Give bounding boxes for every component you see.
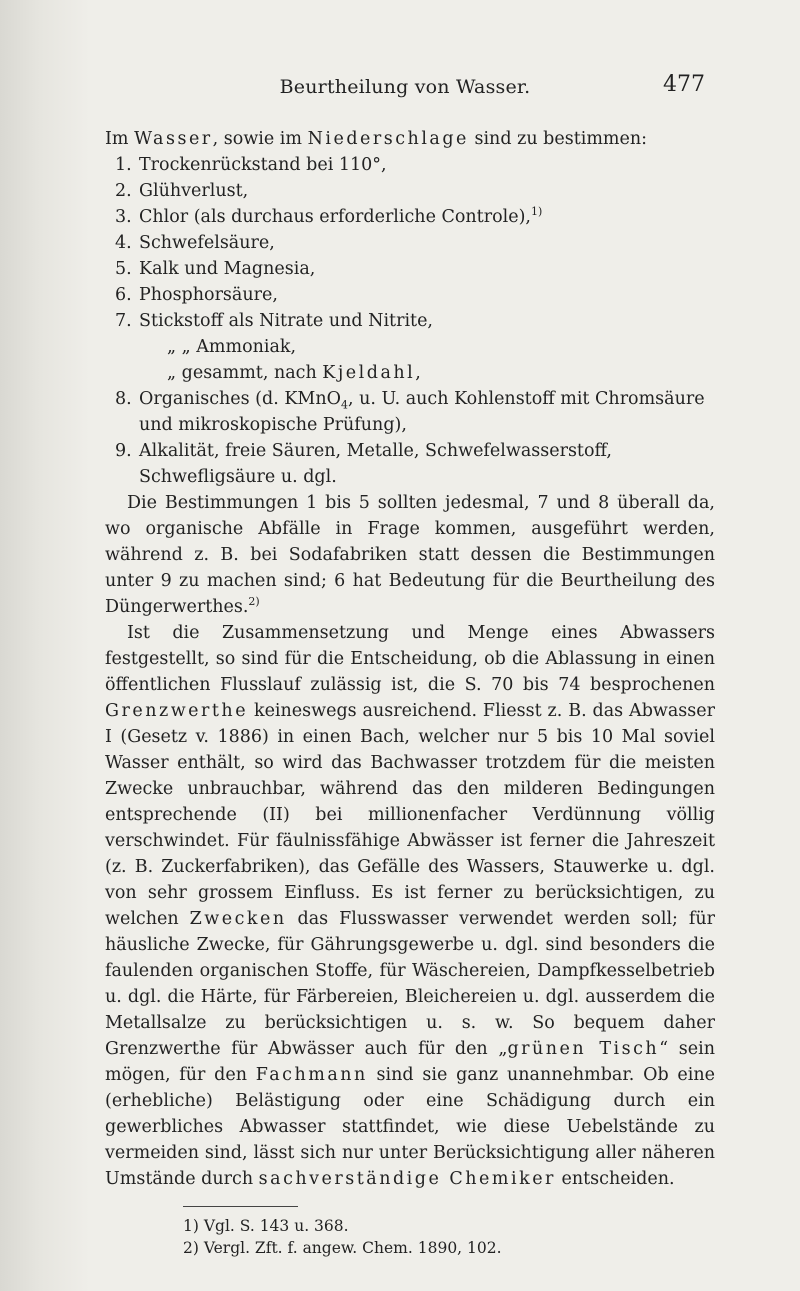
list-item [115, 204, 715, 230]
intro-text: , sowie im [212, 129, 308, 149]
footnote-divider [183, 1206, 298, 1207]
emphasis-zwecken: Zwecken [189, 909, 287, 929]
item-text: Chlor (als durchaus erforderliche Controle), [139, 207, 531, 227]
running-title: Beurtheilung von Wasser. [279, 76, 531, 98]
item-number: 6. [115, 285, 132, 305]
emphasis-chemiker: sachverständige Chemiker [258, 1169, 556, 1189]
item-text: Stickstoff als Nitrate und Nitrite, [139, 311, 433, 331]
footnote [183, 1237, 715, 1259]
footnote-text: Vergl. Zft. f. angew. Chem. 1890, 102. [198, 1239, 502, 1257]
subitem-text: „ gesammt, nach [167, 363, 323, 383]
footnote-ref: 2) [248, 595, 260, 609]
author-name: Kjeldahl [322, 363, 416, 383]
item-text: Phosphorsäure, [139, 285, 278, 305]
item-text: Organisches (d. KMnO [139, 389, 341, 409]
formula-subscript: 4 [340, 398, 348, 412]
footnote-mark: 2) [183, 1239, 199, 1257]
emphasis-grenzwerthe: Grenzwerthe [105, 701, 249, 721]
item-text: Kalk und Magnesia, [139, 259, 316, 279]
intro-emphasis-niederschlage: Niederschlage [307, 129, 469, 149]
list-subitem [115, 360, 715, 386]
list-item [115, 308, 715, 334]
list-subitem [115, 334, 715, 360]
footnote-text: Vgl. S. 143 u. 368. [198, 1217, 349, 1235]
intro-emphasis-wasser: Wasser [134, 129, 213, 149]
paragraph-text: sind sie ganz unannehmbar. Ob eine (erhebliche) Belästigung oder eine Schädigung durch ein gewerbliches Abwasser stattfindet, wie diese Uebelstände zu vermeiden sind, lässt sich nur unter Berücksichtigung aller näheren Umstände durch [105, 1065, 716, 1189]
item-number: 4. [115, 233, 132, 253]
item-text: Alkalität, freie Säuren, Metalle, Schwefelwasserstoff, Schwefligsäure u. dgl. [139, 441, 612, 487]
paragraph-text: das Flusswasser verwendet werden soll; für häusliche Zwecke, für Gährungsgewerbe u. dgl. sind besonders die faulenden organischen Stoffe, für Wäschereien, Dampfkesselbetrieb u. dgl. die Härte, für Färbereien, Bleichereien u. dgl. ausserdem die Metallsalze zu berücksichtigen u. s. w. So bequem daher Grenzwerthe für Abwässer auch für den „ [105, 909, 715, 1059]
emphasis-gruenen-tisch: grünen Tisch [507, 1039, 660, 1059]
paragraph-1 [105, 490, 715, 620]
item-number: 3. [115, 207, 132, 227]
item-number: 8. [115, 389, 132, 409]
page-header [105, 70, 705, 100]
paragraph-text: keineswegs ausreichend. Fliesst z. B. das Abwasser I (Gesetz v. 1886) in einen Bach, welcher nur 5 bis 10 Mal soviel Wasser enthält, so wird das Bachwasser trotzdem für die meisten Zwecke unbrauchbar, während das den milderen Bedingungen entsprechende (II) bei millionenfacher Verdünnung völlig verschwindet. Für fäulnissfähige Abwässer ist ferner die Jahreszeit (z. B. Zuckerfabriken), das Gefälle des Wassers, Stauwerke u. dgl. von sehr grossem Einfluss. Es ist ferner zu berücksichtigen, zu welchen [105, 701, 715, 929]
footnote [183, 1215, 715, 1237]
item-number: 7. [115, 311, 132, 331]
list-item [115, 230, 715, 256]
list-item [115, 256, 715, 282]
page-number: 477 [663, 72, 705, 97]
subitem-text: „ „ Ammoniak, [167, 337, 297, 357]
determination-list [105, 152, 715, 490]
subitem-text: , [415, 363, 421, 383]
item-text: Schwefelsäure, [139, 233, 275, 253]
item-number: 1. [115, 155, 132, 175]
footnotes [105, 1215, 715, 1259]
item-number: 9. [115, 441, 132, 461]
list-item [115, 178, 715, 204]
paragraph-text: entscheiden. [555, 1169, 675, 1189]
list-item [115, 438, 715, 490]
paragraph-text: “ sein mögen, für den [105, 1039, 715, 1085]
item-number: 5. [115, 259, 132, 279]
list-item [115, 152, 715, 178]
intro-line [105, 126, 715, 152]
page-body [105, 126, 715, 1259]
footnote-ref: 1) [530, 205, 543, 219]
item-number: 2. [115, 181, 132, 201]
intro-text: sind zu bestimmen: [468, 129, 648, 149]
item-text: Trockenrückstand bei 110°, [139, 155, 387, 175]
emphasis-fachmann: Fachmann [255, 1065, 368, 1085]
intro-text: Im [105, 129, 135, 149]
footnote-mark: 1) [183, 1217, 199, 1235]
paragraph-2 [105, 620, 715, 1192]
list-item [115, 282, 715, 308]
paragraph-text: Ist die Zusammensetzung und Menge eines Abwassers festgestellt, so sind für die Entscheidung, ob die Ablassung in einen öffentlichen Flusslauf zulässig ist, die S. 70 bis 74 besprochenen [105, 623, 715, 695]
list-item [115, 386, 715, 438]
paragraph-text: Die Bestimmungen 1 bis 5 sollten jedesmal, 7 und 8 überall da, wo organische Abfälle in Frage kommen, ausgeführt werden, während z. B. bei Sodafabriken statt dessen die Bestimmungen unter 9 zu machen sind; 6 hat Bedeutung für die Beurtheilung des Düngerwerthes. [105, 493, 715, 617]
item-text: , u. U. auch Kohlenstoff mit Chromsäure und mikroskopische Prüfung), [139, 389, 705, 435]
item-text: Glühverlust, [139, 181, 249, 201]
